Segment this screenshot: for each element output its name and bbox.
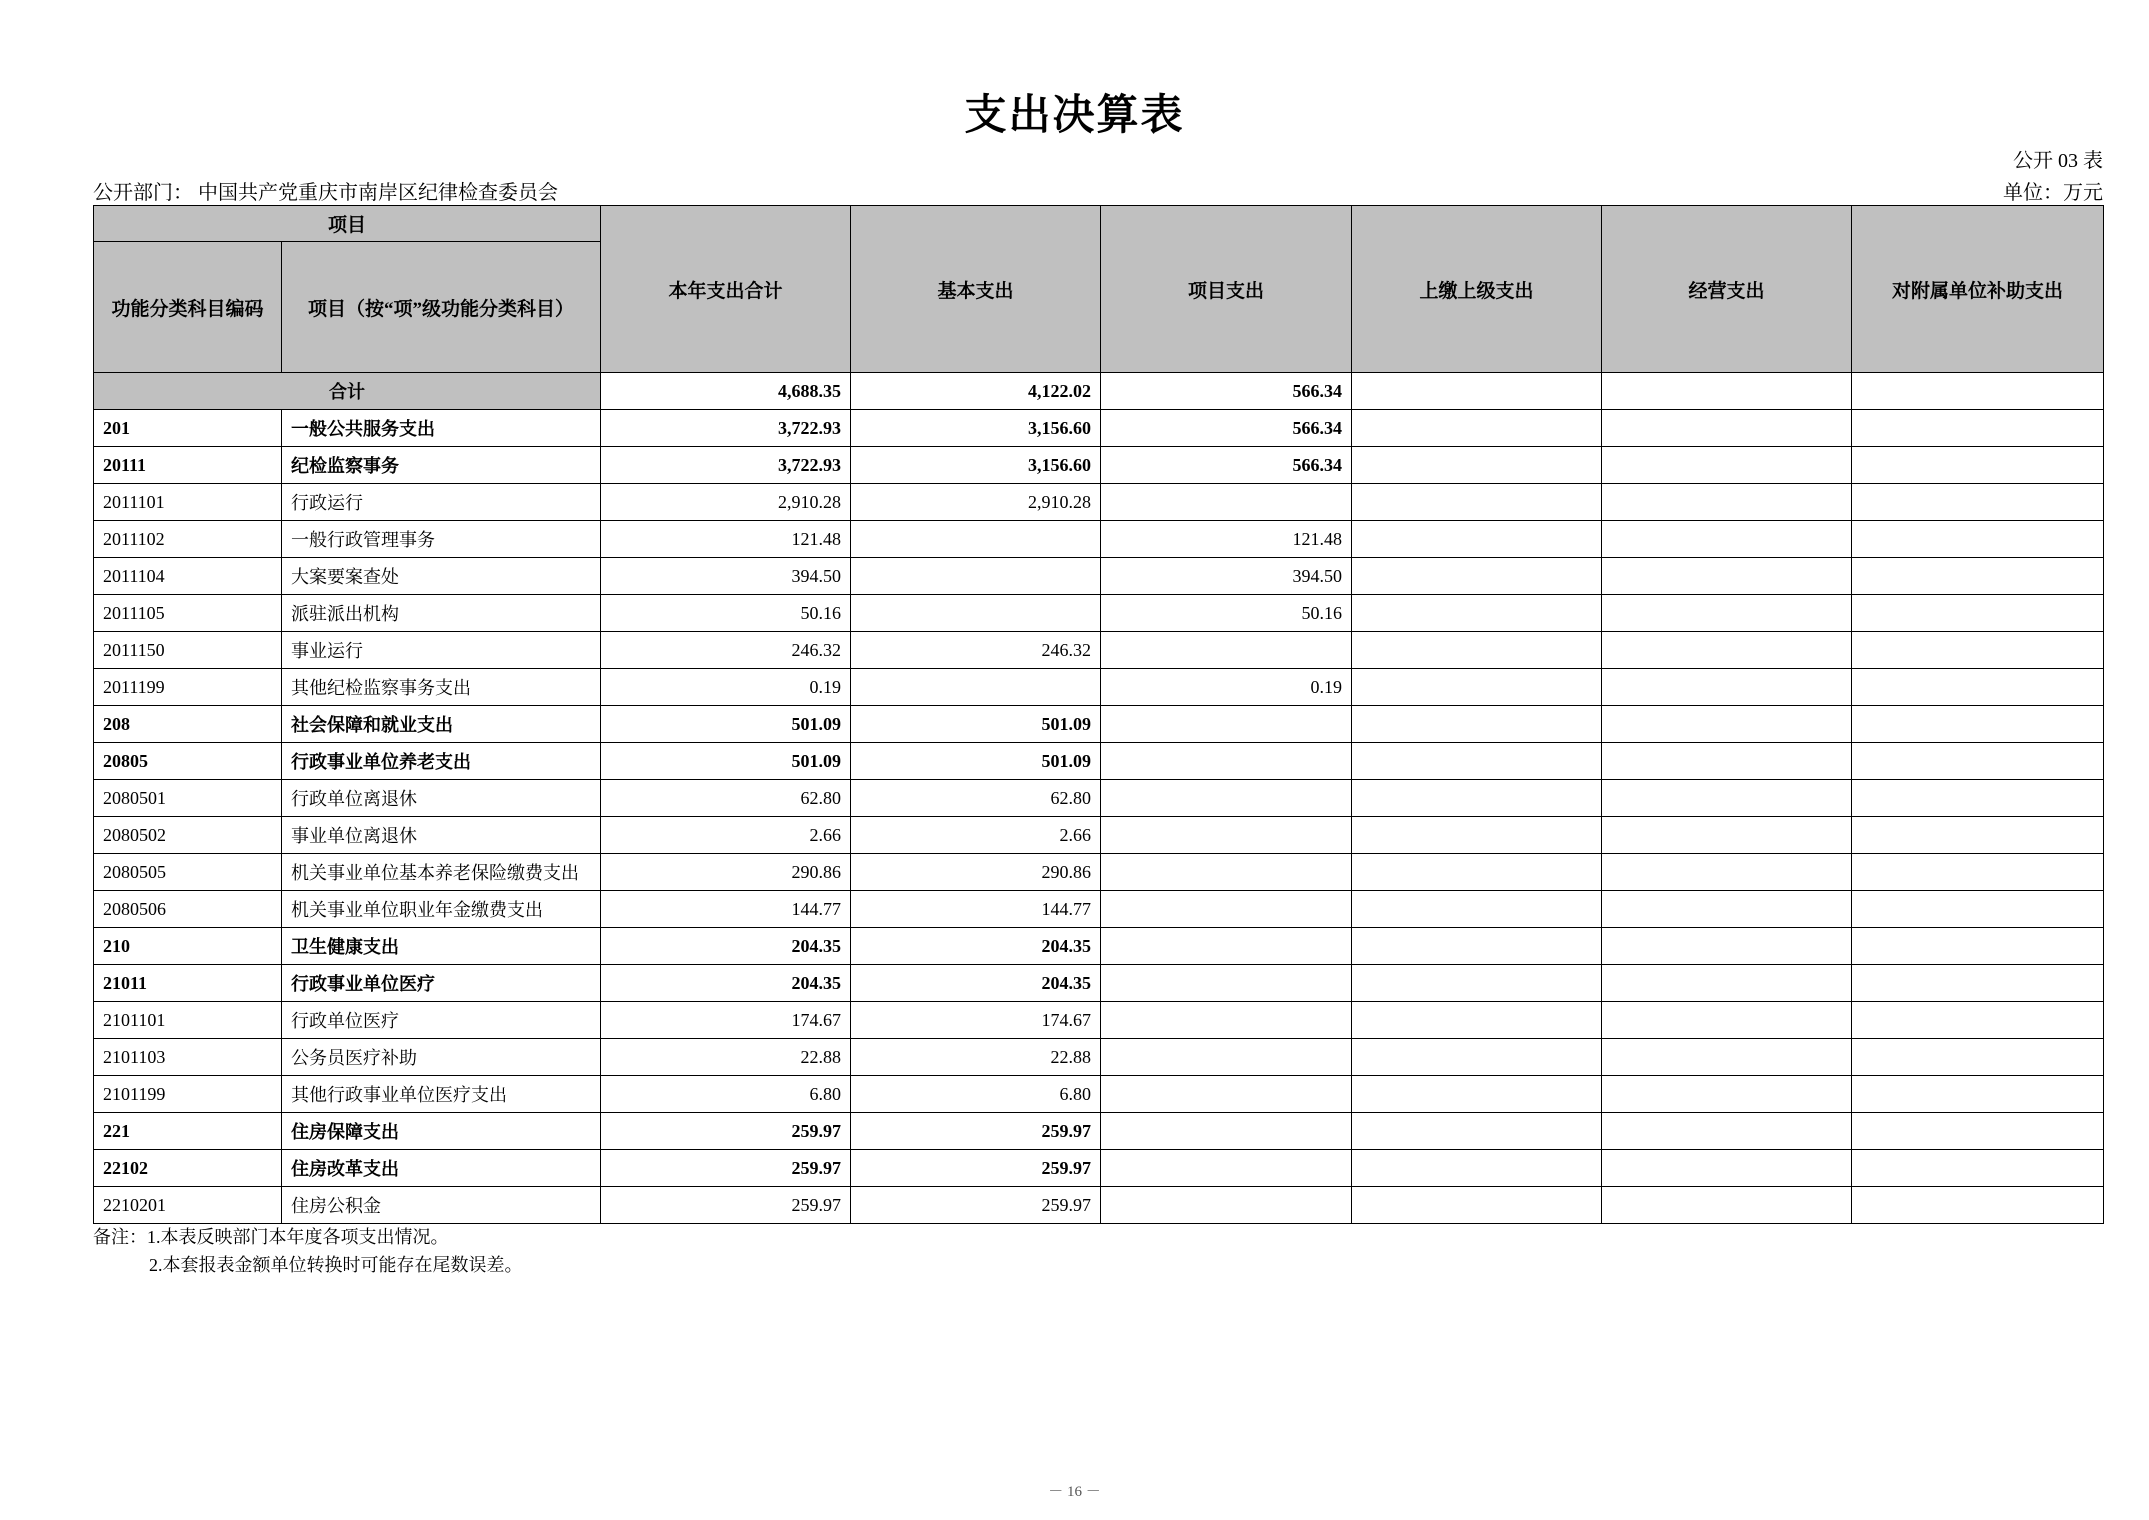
row-subsidy-cell — [1852, 706, 2104, 743]
row-project-cell — [1101, 891, 1352, 928]
table-row — [94, 632, 2104, 669]
total-row — [94, 373, 2104, 410]
row-total-cell: 3,722.93 — [601, 447, 851, 484]
row-total-cell: 259.97 — [601, 1113, 851, 1150]
row-basic-cell: 6.80 — [851, 1076, 1101, 1113]
row-subsidy-cell — [1852, 595, 2104, 632]
row-upper-cell — [1352, 780, 1602, 817]
row-name-cell: 机关事业单位职业年金缴费支出 — [282, 891, 601, 928]
row-code-cell: 2011102 — [94, 521, 282, 558]
total-cell-upper — [1352, 373, 1602, 410]
row-project-cell: 566.34 — [1101, 447, 1352, 484]
row-basic-cell: 3,156.60 — [851, 447, 1101, 484]
row-code-cell: 221 — [94, 1113, 282, 1150]
row-upper-cell — [1352, 410, 1602, 447]
row-subsidy-cell — [1852, 928, 2104, 965]
row-project-cell — [1101, 1002, 1352, 1039]
row-business-cell — [1602, 965, 1852, 1002]
row-subsidy-cell — [1852, 891, 2104, 928]
row-name-cell: 行政事业单位医疗 — [282, 965, 601, 1002]
row-business-cell — [1602, 1002, 1852, 1039]
row-subsidy-cell — [1852, 484, 2104, 521]
row-project-cell — [1101, 1039, 1352, 1076]
row-subsidy-cell — [1852, 1150, 2104, 1187]
row-subsidy-cell — [1852, 743, 2104, 780]
row-basic-cell: 204.35 — [851, 965, 1101, 1002]
row-total-cell: 121.48 — [601, 521, 851, 558]
row-total-cell: 501.09 — [601, 706, 851, 743]
total-cell-subsidy — [1852, 373, 2104, 410]
row-project-cell — [1101, 965, 1352, 1002]
table-row — [94, 521, 2104, 558]
row-total-cell: 174.67 — [601, 1002, 851, 1039]
row-subsidy-cell — [1852, 521, 2104, 558]
row-name-cell: 一般公共服务支出 — [282, 410, 601, 447]
table-row — [94, 1076, 2104, 1113]
row-code-cell: 210 — [94, 928, 282, 965]
row-subsidy-cell — [1852, 558, 2104, 595]
row-name-cell: 纪检监察事务 — [282, 447, 601, 484]
row-business-cell — [1602, 854, 1852, 891]
row-upper-cell — [1352, 1039, 1602, 1076]
row-basic-cell — [851, 595, 1101, 632]
header-project: 项目支出 — [1101, 206, 1352, 373]
row-total-cell: 246.32 — [601, 632, 851, 669]
row-subsidy-cell — [1852, 854, 2104, 891]
row-code-cell: 20805 — [94, 743, 282, 780]
row-project-cell — [1101, 817, 1352, 854]
row-code-cell: 2101103 — [94, 1039, 282, 1076]
table-row — [94, 891, 2104, 928]
row-basic-cell: 290.86 — [851, 854, 1101, 891]
row-code-cell: 2080506 — [94, 891, 282, 928]
row-total-cell: 394.50 — [601, 558, 851, 595]
row-name-cell: 机关事业单位基本养老保险缴费支出 — [282, 854, 601, 891]
row-business-cell — [1602, 669, 1852, 706]
row-name-cell: 社会保障和就业支出 — [282, 706, 601, 743]
header-upper: 上缴上级支出 — [1352, 206, 1602, 373]
row-name-cell: 行政事业单位养老支出 — [282, 743, 601, 780]
row-basic-cell: 501.09 — [851, 706, 1101, 743]
row-total-cell: 22.88 — [601, 1039, 851, 1076]
row-basic-cell: 204.35 — [851, 928, 1101, 965]
row-upper-cell — [1352, 1113, 1602, 1150]
department-label: 公开部门： 中国共产党重庆市南岸区纪律检查委员会 — [93, 182, 558, 204]
table-row — [94, 447, 2104, 484]
row-total-cell: 259.97 — [601, 1150, 851, 1187]
table-row — [94, 1002, 2104, 1039]
row-upper-cell — [1352, 817, 1602, 854]
row-business-cell — [1602, 595, 1852, 632]
total-label: 合计 — [94, 373, 601, 410]
row-basic-cell — [851, 669, 1101, 706]
row-code-cell: 2011150 — [94, 632, 282, 669]
header-total: 本年支出合计 — [601, 206, 851, 373]
unit-label: 单位：万元 — [2003, 182, 2103, 204]
row-subsidy-cell — [1852, 1002, 2104, 1039]
row-project-cell — [1101, 854, 1352, 891]
note-line-2: 2.本套报表金额单位转换时可能存在尾数误差。 — [149, 1255, 523, 1275]
row-total-cell: 0.19 — [601, 669, 851, 706]
row-code-cell: 2101101 — [94, 1002, 282, 1039]
expenditure-table — [93, 205, 2104, 1224]
table-row — [94, 1113, 2104, 1150]
row-basic-cell: 259.97 — [851, 1113, 1101, 1150]
row-code-cell: 2080501 — [94, 780, 282, 817]
row-code-cell: 20111 — [94, 447, 282, 484]
page-number: － 16 － — [1048, 1484, 1101, 1500]
row-code-cell: 201 — [94, 410, 282, 447]
row-business-cell — [1602, 410, 1852, 447]
row-basic-cell: 3,156.60 — [851, 410, 1101, 447]
row-name-cell: 住房保障支出 — [282, 1113, 601, 1150]
row-upper-cell — [1352, 743, 1602, 780]
table-row — [94, 484, 2104, 521]
header-name: 项目（按“项”级功能分类科目） — [282, 242, 601, 373]
row-total-cell: 62.80 — [601, 780, 851, 817]
row-basic-cell: 246.32 — [851, 632, 1101, 669]
table-row — [94, 410, 2104, 447]
row-code-cell: 21011 — [94, 965, 282, 1002]
row-basic-cell: 22.88 — [851, 1039, 1101, 1076]
header-code: 功能分类科目编码 — [94, 242, 282, 373]
table-row — [94, 743, 2104, 780]
row-project-cell: 50.16 — [1101, 595, 1352, 632]
table-row — [94, 558, 2104, 595]
form-number: 公开 03 表 — [2013, 150, 2103, 172]
row-total-cell: 2.66 — [601, 817, 851, 854]
table-row — [94, 1187, 2104, 1224]
row-project-cell: 0.19 — [1101, 669, 1352, 706]
table-row — [94, 1150, 2104, 1187]
row-upper-cell — [1352, 706, 1602, 743]
row-upper-cell — [1352, 1150, 1602, 1187]
row-name-cell: 住房公积金 — [282, 1187, 601, 1224]
row-name-cell: 行政单位医疗 — [282, 1002, 601, 1039]
row-upper-cell — [1352, 965, 1602, 1002]
row-name-cell: 住房改革支出 — [282, 1150, 601, 1187]
row-total-cell: 2,910.28 — [601, 484, 851, 521]
row-business-cell — [1602, 780, 1852, 817]
row-business-cell — [1602, 521, 1852, 558]
row-upper-cell — [1352, 521, 1602, 558]
row-business-cell — [1602, 1076, 1852, 1113]
row-upper-cell — [1352, 595, 1602, 632]
row-upper-cell — [1352, 1187, 1602, 1224]
row-subsidy-cell — [1852, 1076, 2104, 1113]
row-subsidy-cell — [1852, 1039, 2104, 1076]
row-upper-cell — [1352, 891, 1602, 928]
row-name-cell: 其他纪检监察事务支出 — [282, 669, 601, 706]
row-name-cell: 一般行政管理事务 — [282, 521, 601, 558]
row-subsidy-cell — [1852, 410, 2104, 447]
row-name-cell: 卫生健康支出 — [282, 928, 601, 965]
row-upper-cell — [1352, 928, 1602, 965]
total-cell-project: 566.34 — [1101, 373, 1352, 410]
row-basic-cell: 501.09 — [851, 743, 1101, 780]
row-code-cell: 2011104 — [94, 558, 282, 595]
row-business-cell — [1602, 743, 1852, 780]
row-project-cell: 394.50 — [1101, 558, 1352, 595]
row-total-cell: 50.16 — [601, 595, 851, 632]
row-subsidy-cell — [1852, 965, 2104, 1002]
row-business-cell — [1602, 484, 1852, 521]
row-project-cell — [1101, 780, 1352, 817]
row-total-cell: 204.35 — [601, 928, 851, 965]
table-row — [94, 1039, 2104, 1076]
row-total-cell: 144.77 — [601, 891, 851, 928]
row-name-cell: 大案要案查处 — [282, 558, 601, 595]
row-business-cell — [1602, 558, 1852, 595]
row-project-cell — [1101, 1076, 1352, 1113]
row-code-cell: 2011101 — [94, 484, 282, 521]
total-cell-basic: 4,122.02 — [851, 373, 1101, 410]
row-code-cell: 22102 — [94, 1150, 282, 1187]
row-code-cell: 208 — [94, 706, 282, 743]
total-cell-total: 4,688.35 — [601, 373, 851, 410]
row-total-cell: 204.35 — [601, 965, 851, 1002]
row-code-cell: 2011105 — [94, 595, 282, 632]
row-basic-cell: 2,910.28 — [851, 484, 1101, 521]
row-name-cell: 其他行政事业单位医疗支出 — [282, 1076, 601, 1113]
row-project-cell — [1101, 632, 1352, 669]
row-project-cell — [1101, 928, 1352, 965]
header-basic: 基本支出 — [851, 206, 1101, 373]
row-total-cell: 290.86 — [601, 854, 851, 891]
row-subsidy-cell — [1852, 447, 2104, 484]
table-row — [94, 780, 2104, 817]
row-project-cell — [1101, 1113, 1352, 1150]
row-basic-cell: 259.97 — [851, 1150, 1101, 1187]
row-code-cell: 2210201 — [94, 1187, 282, 1224]
row-name-cell: 行政单位离退休 — [282, 780, 601, 817]
row-subsidy-cell — [1852, 669, 2104, 706]
row-project-cell — [1101, 743, 1352, 780]
row-project-cell: 121.48 — [1101, 521, 1352, 558]
row-project-cell — [1101, 484, 1352, 521]
row-business-cell — [1602, 1187, 1852, 1224]
row-code-cell: 2080502 — [94, 817, 282, 854]
row-total-cell: 501.09 — [601, 743, 851, 780]
row-project-cell — [1101, 1187, 1352, 1224]
row-subsidy-cell — [1852, 632, 2104, 669]
row-business-cell — [1602, 817, 1852, 854]
row-upper-cell — [1352, 669, 1602, 706]
row-project-cell — [1101, 1150, 1352, 1187]
row-code-cell: 2101199 — [94, 1076, 282, 1113]
row-basic-cell — [851, 558, 1101, 595]
table-row — [94, 595, 2104, 632]
header-subsidy: 对附属单位补助支出 — [1852, 206, 2104, 373]
row-upper-cell — [1352, 447, 1602, 484]
row-business-cell — [1602, 1150, 1852, 1187]
row-business-cell — [1602, 1113, 1852, 1150]
row-upper-cell — [1352, 854, 1602, 891]
row-upper-cell — [1352, 1076, 1602, 1113]
row-basic-cell — [851, 521, 1101, 558]
row-upper-cell — [1352, 632, 1602, 669]
total-cell-business — [1602, 373, 1852, 410]
row-name-cell: 派驻派出机构 — [282, 595, 601, 632]
row-basic-cell: 144.77 — [851, 891, 1101, 928]
row-subsidy-cell — [1852, 1187, 2104, 1224]
row-basic-cell: 2.66 — [851, 817, 1101, 854]
row-business-cell — [1602, 891, 1852, 928]
row-name-cell: 事业运行 — [282, 632, 601, 669]
header-item-group: 项目 — [94, 206, 601, 242]
row-code-cell: 2011199 — [94, 669, 282, 706]
table-row — [94, 817, 2104, 854]
table-row — [94, 854, 2104, 891]
row-basic-cell: 62.80 — [851, 780, 1101, 817]
row-total-cell: 6.80 — [601, 1076, 851, 1113]
row-name-cell: 事业单位离退休 — [282, 817, 601, 854]
row-project-cell — [1101, 706, 1352, 743]
row-business-cell — [1602, 447, 1852, 484]
table-row — [94, 706, 2104, 743]
row-code-cell: 2080505 — [94, 854, 282, 891]
row-basic-cell: 259.97 — [851, 1187, 1101, 1224]
table-body — [94, 373, 2104, 1224]
table-row — [94, 669, 2104, 706]
header-business: 经营支出 — [1602, 206, 1852, 373]
note-line-1: 备注：1.本表反映部门本年度各项支出情况。 — [93, 1227, 449, 1247]
table-row — [94, 928, 2104, 965]
row-subsidy-cell — [1852, 780, 2104, 817]
row-total-cell: 3,722.93 — [601, 410, 851, 447]
row-business-cell — [1602, 706, 1852, 743]
page-title: 支出决算表 — [964, 93, 1185, 139]
row-basic-cell: 174.67 — [851, 1002, 1101, 1039]
row-subsidy-cell — [1852, 817, 2104, 854]
row-business-cell — [1602, 1039, 1852, 1076]
row-business-cell — [1602, 632, 1852, 669]
row-total-cell: 259.97 — [601, 1187, 851, 1224]
table-row — [94, 965, 2104, 1002]
row-business-cell — [1602, 928, 1852, 965]
row-upper-cell — [1352, 484, 1602, 521]
row-name-cell: 行政运行 — [282, 484, 601, 521]
row-subsidy-cell — [1852, 1113, 2104, 1150]
row-upper-cell — [1352, 1002, 1602, 1039]
notes — [93, 1223, 523, 1279]
row-name-cell: 公务员医疗补助 — [282, 1039, 601, 1076]
row-project-cell: 566.34 — [1101, 410, 1352, 447]
row-upper-cell — [1352, 558, 1602, 595]
